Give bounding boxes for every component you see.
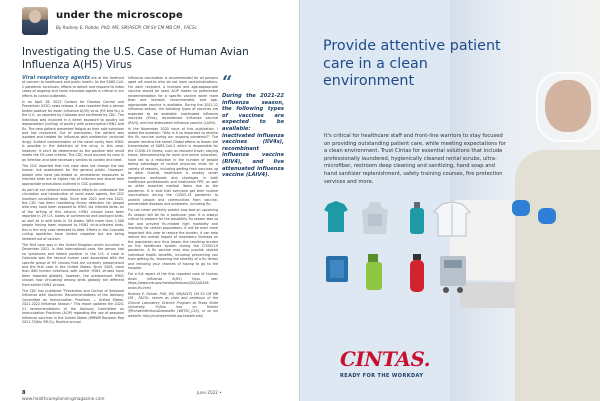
ad-body: It's critical for healthcare staff and front-line warriors to stay focused on providing outstanding patient care, while meeting expectations for a clean environment. Trust Cintas for essential solutions that include professionally laundered, hygienically cleaned rental scrubs, ultra-microfiber, restroom deep cleaning and sanitizing, hand soap and hand sanitizer replenishment, safety training courses, fire protection services and more. — [324, 133, 506, 185]
microfiber-cloth-icon — [326, 256, 348, 282]
article-body — [22, 72, 284, 392]
article-column-2 — [128, 76, 218, 320]
page-number: 8 — [22, 390, 26, 396]
service-icons — [322, 200, 482, 300]
training-cart-icon — [440, 256, 466, 293]
face-shield-image — [536, 72, 600, 142]
paragraph: In an April 28, 2022 Centers for Disease Control and Prevention (CDC) news release, it was reported that a person tested positive for avian influenza A(H5) virus (H5 bird flu) in the U.S., as reported by Colorado and confirmed by CDC. The individual was involved in a direct exposure to poultry via depopulation (culling) of poultry with presumptive H5N1 bird flu. The case patient presented fatigue as their sole symptom and has recovered. Out of precaution, the patient was isolated and treated for influenza with oseltamivir (antiviral drug). Surface contamination of the nasal cavity from H5N1 is possible in the detection of the virus; in this case, however, it can't be determined as the positive test result meets the H5 case criteria. The CDC must assume its case in an infection and take necessary actions to contain and treat. — [22, 99, 124, 162]
paragraph: The CDC reported that this case does not change the low human risk assessment for the general public. However, people who have job-related or recreational exposures to infected birds are at higher risk of infection and should take appropriate precautions outlined in CDC guidance. — [22, 163, 124, 186]
paragraph: Flu can never perfectly predict how bad an upcoming flu season will be for a particular year. It is always critical to prepare for the possibility flu season was so low and prevent flu-related high morbidity and mortality for certain populations. It will be even more important this year to reduce the burden, it can help reduce the overall impact of respiratory illnesses on the population and thus lessen the resulting burden on the healthcare system during the COVID-19 pandemic. A flu vaccine may also provide several individual health benefits, including preventing you from getting flu, lessening the severity of a flu illness and reducing your chances of having to go to the hospital. — [128, 208, 218, 271]
author-bio: Rodney E. Rohde, PhD, MS, SM(ASCP) CM SV CM MB CM , FACSc, serves as chair and professor of the Clinical Laboratory Science Program at Texas State University. Follow him on Twitter @RohdeInfectiousDiseaseRx (#BTSC_CLS), or on his website: http://rodneyerohde.wp.txstate.edu/ — [128, 291, 218, 318]
paragraph: influenza vaccination is recommended for all persons aged ≥6 months who do not have contraindications. For each recipient, a licensed and age-appropriate vaccine should be used. ACIP makes no preferential recommendation for a specific vaccine when more than one licensed, recommended, and age-appropriate vaccine is available. During the 2021-22 influenza season, the following types of vaccines are expected to be available: inactivated influenza vaccines (IIV4s), recombinant influenza vaccine (RIV4), and live attenuated influenza vaccine (LAIV4). — [128, 76, 218, 125]
byline: By Rodney E. Rohde, PhD, MS, SM(ASCP) CM SV CM MB CM , FACSc — [56, 25, 197, 30]
pull-quote-column — [222, 72, 284, 179]
ad-tagline: READY FOR THE WORKDAY — [340, 373, 424, 379]
paragraph: For a full report of the first reported case of Human Avian Influenza A(H5) Virus, see: https://www.cdc.gov/media/releases/2022/s0428-avian-flu.html — [128, 272, 218, 290]
spray-bottle-icon — [366, 254, 382, 290]
paragraph: In the November 2020 issue of this publication, I asked the question: "Why is it so important to receive the flu vaccine during our ongoing pandemic?" The answer remains the same! Global efforts to lessen the transmission of SARS-CoV-2 which is responsible for the COVID-19 illness, such as reduced travel, staying home, telecommuting for work and online education, have led to a reduction in the number of people taking advantage of routine physician visits for a variety of reasons, including getting their vaccines up to date. Overall, healthcare is already under dangerous workloads and shortages in both healthcare professionals and healthcare PPE, as well as other essential medical items due to the pandemic. It is vital that everyone get their routine vaccinations during the COVID-19 pandemic to protect people and communities from vaccine-preventable diseases and outbreaks, including flu. — [128, 126, 218, 207]
sanitizer-bottle-icon — [410, 202, 424, 234]
paragraph: are at the forefront of concern to healthcare and public health. As the SARS-CoV-2 pandemic continues, efforts to detect and respond to index cases of ongoing and novel microbial agents is critical in our efforts to curtail outbreaks. — [22, 76, 124, 98]
paragraph: The CDC has published "Prevention and Control of Seasonal Influenza with Vaccines: Recommendations of the Advisory Committee on Immunization Practices — United States, 2021-2022 Influenza Season." This report updates the 2020-21 recommendations of the Advisory Committee on Immunization Practices (ACIP) regarding the use of seasonal influenza vaccines in the United States (MMWR Recomm Rep 2021;70(No. RR-5)). Routine annual — [22, 288, 124, 324]
fire-extinguisher-icon — [410, 254, 424, 292]
lead-in: Viral respiratory agents — [22, 75, 91, 81]
ad-headline: Provide attentive patient care in a clean environment — [323, 38, 501, 89]
issue-line: June 2022 • www.healthcareplanningmagazine.com — [22, 390, 222, 401]
pull-quote: During the 2021-22 influenza season, the following types of vaccines are expected to be available: inactivated influenza vaccines (IIV4s), recombinant influenza vaccine (RIV4), and live attenuated influenza vaccine (LAIV4). — [222, 93, 284, 179]
glove-icon — [512, 200, 530, 216]
scrubs-icon — [324, 201, 348, 232]
advertisement-page — [300, 0, 600, 401]
page-footer — [22, 390, 300, 401]
article-title: Investigating the U.S. Case of Human Avian Influenza A(H5) Virus — [22, 46, 249, 71]
column-name: under the microscope — [56, 10, 184, 21]
author-avatar — [22, 7, 48, 35]
paragraph: The first case was in the United Kingdom which occurred in December 2021. In that international case, the person had no symptoms and tested positive. In the U.S. a case in Colorado was the second human case associated with the specific group of H5 viruses that are currently predominant and the first case in the United States. Since 2003, more than 880 human infections with earlier H5N1 viruses have been reported globally; however, the predominant H5N1 viruses now circulating among birds globally are different from earlier H5N1 viruses. — [22, 242, 124, 287]
healthcare-worker-image — [515, 150, 600, 401]
glove-icon — [538, 208, 556, 224]
cintas-logo: CINTAS. — [340, 347, 431, 371]
quote-mark-icon: “ — [222, 72, 233, 93]
apron-icon — [362, 202, 388, 234]
paragraph: As part of our national surveillance efforts to understand the circulation and introduction of novel avian agents, the CDC monitors surveillance data. Since late 2021 and into 2022, the CDC has been monitoring illness detection for people who may have been exposed to H5N1 via infected birds. As of the writing of this column, H5N1 viruses have been reported in 29 U.S. states of commercial and backyard birds, as well as in wild birds in 34 states. With more than 2,500 people having been exposed to H5N1 virus-infected birds, this is the only case detected to date. Efforts in the Colorado culling operation have limited negative but are being retested out of caution. — [22, 187, 124, 241]
lab-coat-icon — [434, 202, 470, 236]
article-column-1 — [22, 76, 124, 326]
